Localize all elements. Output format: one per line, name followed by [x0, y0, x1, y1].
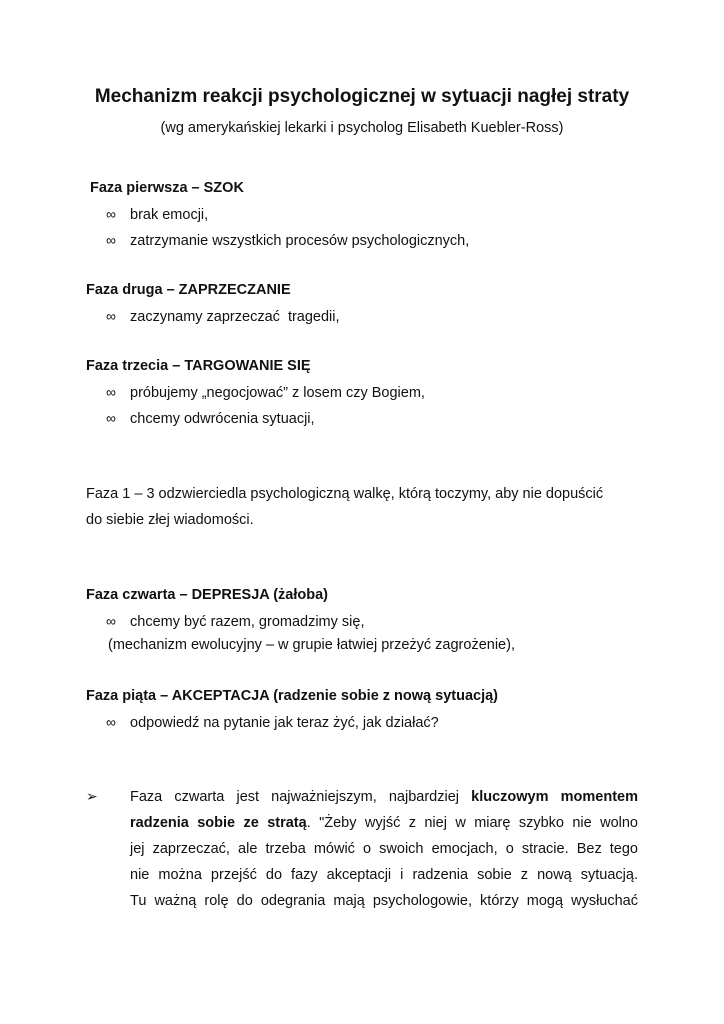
phase5-heading: Faza piąta – AKCEPTACJA (radzenie sobie z nową sytuacją) [86, 688, 499, 704]
final-line-1-bold: kluczowym momentem [471, 789, 638, 805]
phase3-item-2 [106, 410, 315, 427]
phase4-heading: Faza czwarta – DEPRESJA (żałoba) [86, 587, 329, 603]
final-line-1-text: Faza czwarta jest najważniejszym, najbardziej [130, 789, 472, 805]
infinity-bullet-icon: ∞ [106, 232, 116, 248]
infinity-bullet-icon: ∞ [106, 206, 116, 222]
final-line-2-bold: radzenia sobie ze stratą [130, 815, 307, 831]
final-line-4: nie można przejść do fazy akceptacji i radzenia sobie z nową sytuacją. [130, 867, 638, 883]
document-subtitle: (wg amerykańskiej lekarki i psycholog Elisabeth Kuebler-Ross) [160, 120, 564, 136]
phase4-item-1 [106, 613, 364, 630]
phase1-item-1-text: brak emocji, [130, 207, 209, 223]
phase4-note: (mechanizm ewolucyjny – w grupie łatwiej przeżyć zagrożenie), [108, 637, 515, 653]
phase1-item-1 [106, 206, 208, 223]
summary-line-2: do siebie złej wiadomości. [86, 512, 254, 528]
phase3-item-1 [106, 384, 425, 401]
phase1-heading: Faza pierwsza – SZOK [90, 180, 244, 196]
arrow-bullet-icon: ➢ [86, 788, 98, 804]
phase1-item-2-text: zatrzymanie wszystkich procesów psychologicznych, [130, 233, 470, 249]
phase5-item-1 [106, 714, 439, 731]
infinity-bullet-icon: ∞ [106, 410, 116, 426]
phase4-item-1-text: chcemy być razem, gromadzimy się, [130, 614, 365, 630]
final-line-3: jej zaprzeczać, ale trzeba mówić o swoich emocjach, o stracie. Bez tego [130, 841, 638, 857]
final-line-5: Tu ważną rolę do odegrania mają psychologowie, którzy mogą wysłuchać [130, 893, 638, 909]
infinity-bullet-icon: ∞ [106, 384, 116, 400]
phase2-item-1-text: zaczynamy zaprzeczać tragedii, [130, 309, 340, 325]
phase3-item-2-text: chcemy odwrócenia sytuacji, [130, 411, 315, 427]
phase2-heading: Faza druga – ZAPRZECZANIE [86, 282, 291, 298]
phase2-item-1 [106, 308, 340, 325]
summary-line-1: Faza 1 – 3 odzwierciedla psychologiczną walkę, którą toczymy, aby nie dopuścić [86, 486, 604, 502]
final-paragraph [130, 784, 638, 914]
infinity-bullet-icon: ∞ [106, 613, 116, 629]
infinity-bullet-icon: ∞ [106, 714, 116, 730]
final-line-2 [130, 810, 638, 836]
phase3-item-1-text: próbujemy „negocjować” z losem czy Bogiem, [130, 385, 425, 401]
phase1-item-2 [106, 232, 469, 249]
final-line-1 [130, 784, 638, 810]
phase3-heading: Faza trzecia – TARGOWANIE SIĘ [86, 358, 311, 374]
document-title: Mechanizm reakcji psychologicznej w sytuacji nagłej straty [94, 86, 630, 107]
phase5-item-1-text: odpowiedź na pytanie jak teraz żyć, jak działać? [130, 715, 439, 731]
infinity-bullet-icon: ∞ [106, 308, 116, 324]
final-line-2-text: . "Żeby wyjść z niej w miarę szybko nie wolno [306, 815, 638, 831]
